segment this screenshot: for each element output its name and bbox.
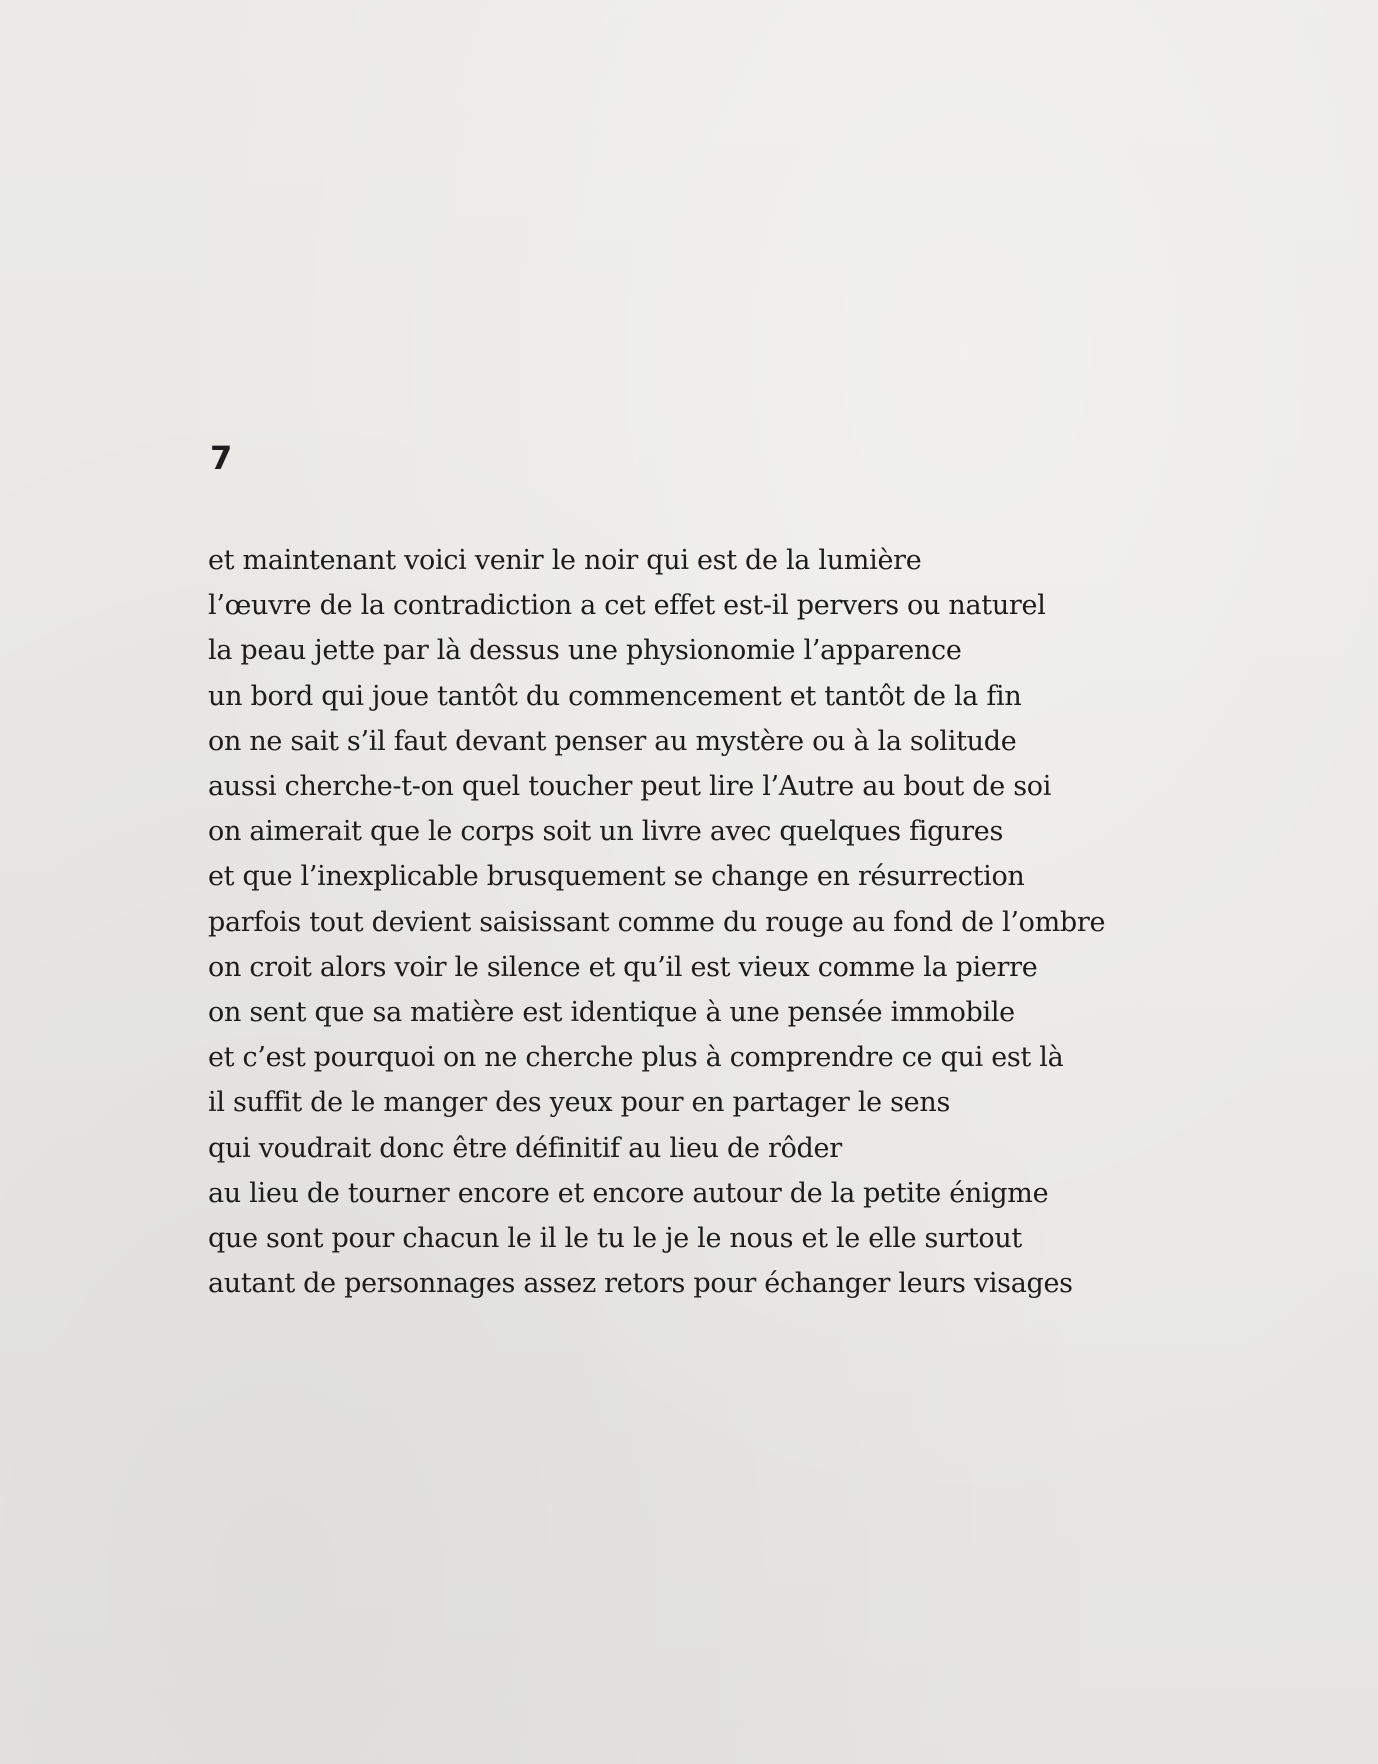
poem-number: 7 <box>210 439 233 477</box>
poem-line: aussi cherche-t-on quel toucher peut lire l’Autre au bout de soi <box>208 771 1052 803</box>
poem-line: il suffit de le manger des yeux pour en partager le sens <box>208 1087 950 1119</box>
poem-line: un bord qui joue tantôt du commencement et tantôt de la fin <box>208 680 1022 712</box>
poem-line: on croit alors voir le silence et qu’il est vieux comme la pierre <box>208 951 1038 983</box>
poem-line: qui voudrait donc être définitif au lieu de rôder <box>208 1132 842 1164</box>
poem-line: que sont pour chacun le il le tu le je le nous et le elle surtout <box>208 1223 1022 1255</box>
poem-line: et maintenant voici venir le noir qui est de la lumière <box>208 545 922 576</box>
poem-line: parfois tout devient saisissant comme du rouge au fond de l’ombre <box>208 906 1106 938</box>
poem-line: et c’est pourquoi on ne cherche plus à comprendre ce qui est là <box>208 1042 1064 1074</box>
poem-text <box>208 538 1328 1306</box>
poem-line: et que l’inexplicable brusquement se change en résurrection <box>208 861 1025 893</box>
poem-line: on sent que sa matière est identique à une pensée immobile <box>208 997 1015 1029</box>
poem-line: on ne sait s’il faut devant penser au mystère ou à la solitude <box>208 725 1017 757</box>
poem-line: l’œuvre de la contradiction a cet effet est-il pervers ou naturel <box>208 590 1046 622</box>
poem-line: la peau jette par là dessus une physionomie l’apparence <box>208 635 962 667</box>
poem-line: on aimerait que le corps soit un livre avec quelques figures <box>208 816 1004 848</box>
poem-line: autant de personnages assez retors pour échanger leurs visages <box>208 1268 1073 1300</box>
poem-line: au lieu de tourner encore et encore autour de la petite énigme <box>208 1177 1049 1209</box>
